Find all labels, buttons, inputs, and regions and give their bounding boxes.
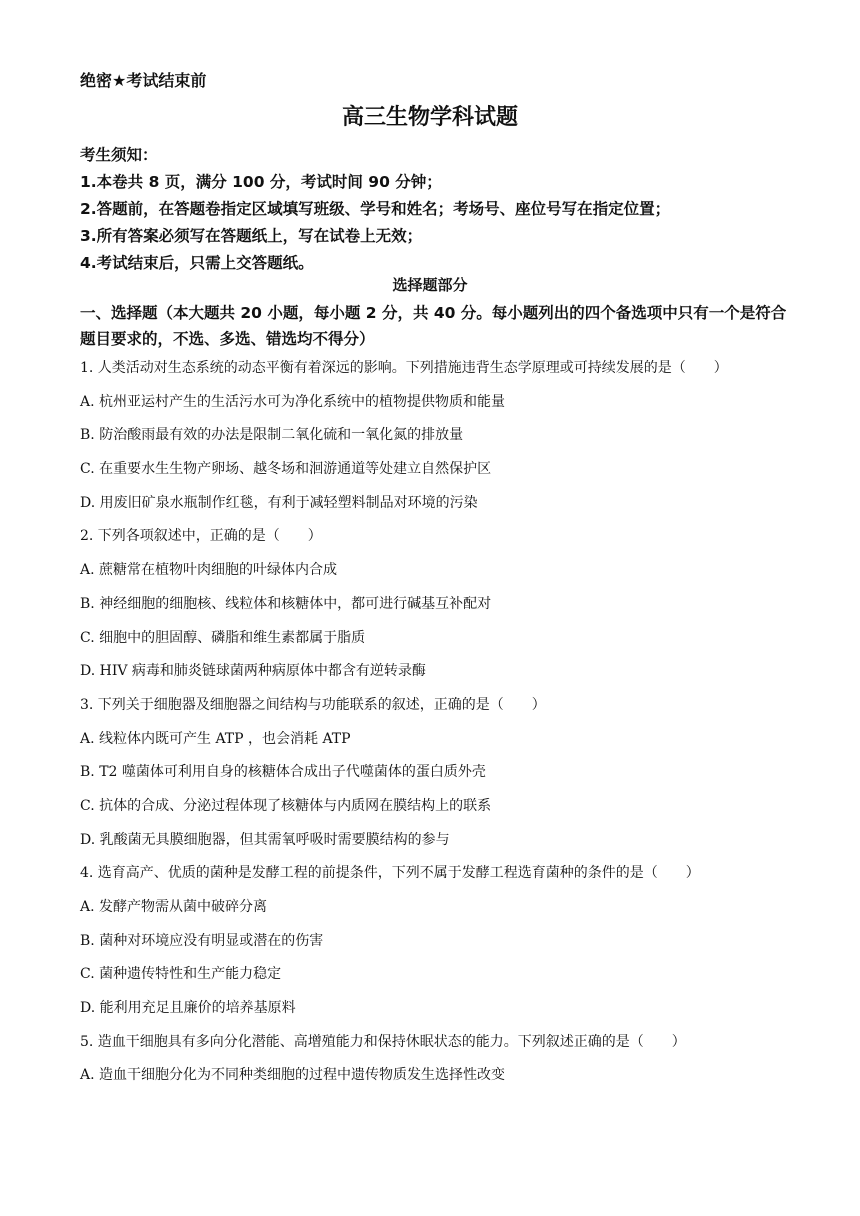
question-stem: 3. 下列关于细胞器及细胞器之间结构与功能联系的叙述，正确的是（ ） xyxy=(80,696,546,713)
question-option: D. 能利用充足且廉价的培养基原料 xyxy=(80,1000,296,1017)
question-option: C. 抗体的合成、分泌过程体现了核糖体与内质网在膜结构上的联系 xyxy=(80,797,492,814)
question-stem: 1. 人类活动对生态系统的动态平衡有着深远的影响。下列措施违背生态学原理或可持续发展的是（ ） xyxy=(80,360,728,376)
question-option: D. 乳酸菌无具膜细胞器，但其需氧呼吸时需要膜结构的参与 xyxy=(80,831,450,848)
question-option: B. T2 噬菌体可利用自身的核糖体合成出子代噬菌体的蛋白质外壳 xyxy=(80,764,486,781)
question-option: A. 发酵产物需从菌中破碎分离 xyxy=(80,899,268,915)
notes-item: 4.考试结束后，只需上交答题纸。 xyxy=(80,254,314,272)
question-option: A. 线粒体内既可产生 ATP ，也会消耗 ATP xyxy=(80,730,351,747)
confidential-label: 绝密★考试结束前 xyxy=(80,71,207,90)
question-option: B. 菌种对环境应没有明显或潜在的伤害 xyxy=(80,932,324,949)
question-stem: 2. 下列各项叙述中，正确的是（ ） xyxy=(80,528,322,545)
notes-item: 2.答题前，在答题卷指定区域填写班级、学号和姓名；考场号、座位号写在指定位置； xyxy=(80,200,671,218)
question-stem: 5. 造血干细胞具有多向分化潜能、高增殖能力和保持休眠状态的能力。下列叙述正确的是（ ） xyxy=(80,1033,686,1050)
question-option: D. 用废旧矿泉水瓶制作红毯，有利于减轻塑料制品对环境的污染 xyxy=(80,494,478,511)
question-option: D. HIV 病毒和肺炎链球菌两种病原体中都含有逆转录酶 xyxy=(80,663,426,680)
question-list xyxy=(80,356,800,1097)
notes-heading: 考生须知： xyxy=(80,146,158,164)
section-title: 选择题部分 xyxy=(392,276,468,294)
notes-item: 1.本卷共 8 页，满分 100 分，考试时间 90 分钟； xyxy=(80,173,442,191)
exam-notes xyxy=(80,142,800,277)
question-option: B. 防治酸雨最有效的办法是限制二氧化硫和一氧化氮的排放量 xyxy=(80,427,464,444)
question-option: C. 在重要水生生物产卵场、越冬场和洄游通道等处建立自然保护区 xyxy=(80,461,492,478)
question-option: B. 神经细胞的细胞核、线粒体和核糖体中，都可进行碱基互补配对 xyxy=(80,595,492,612)
question-option: A. 蔗糖常在植物叶肉细胞的叶绿体内合成 xyxy=(80,562,338,579)
question-stem: 4. 选育高产、优质的菌种是发酵工程的前提条件，下列不属于发酵工程选育菌种的条件的是（ ） xyxy=(80,865,700,882)
question-option: C. 菌种遗传特性和生产能力稳定 xyxy=(80,966,282,983)
question-option: C. 细胞中的胆固醇、磷脂和维生素都属于脂质 xyxy=(80,629,366,646)
question-option: A. 造血干细胞分化为不同种类细胞的过程中遗传物质发生选择性改变 xyxy=(80,1067,506,1084)
part-heading: 一、选择题（本大题共 20 小题，每小题 2 分，共 40 分。每小题列出的四个备选项中只有一个是符合题目要求的，不选、多选、错选均不得分） xyxy=(80,304,787,348)
notes-item: 3.所有答案必须写在答题纸上，写在试卷上无效； xyxy=(80,227,423,245)
page-title: 高三生物学科试题 xyxy=(341,105,518,130)
question-option: A. 杭州亚运村产生的生活污水可为净化系统中的植物提供物质和能量 xyxy=(80,393,506,410)
